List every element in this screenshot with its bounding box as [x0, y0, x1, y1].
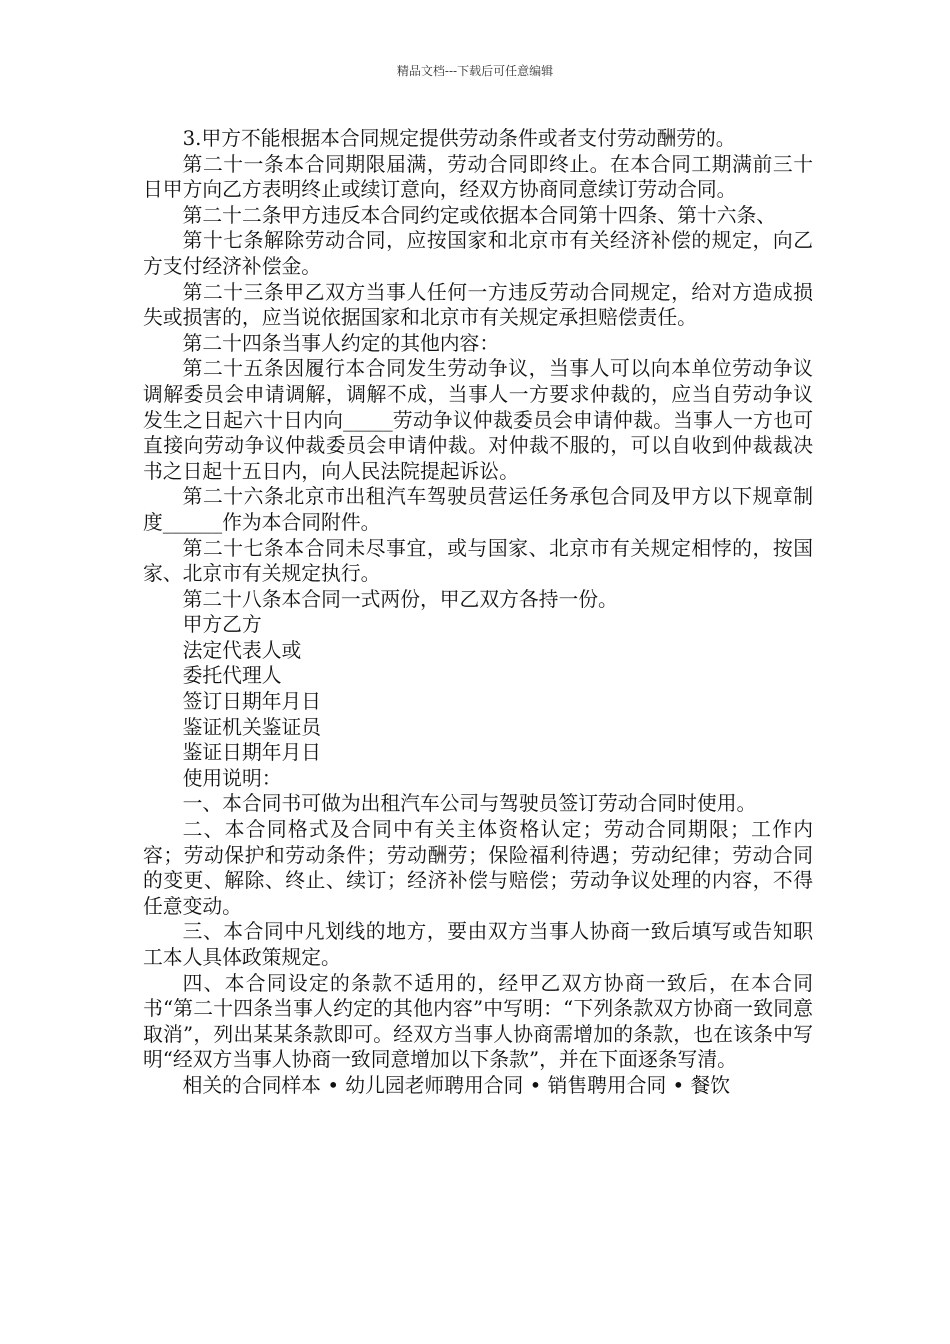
- signature-date: 签订日期年月日: [182, 690, 322, 714]
- paragraph-clause-24: 第二十四条当事人约定的其他内容：: [182, 331, 500, 355]
- page-header: 精品文档---下载后可任意编辑: [396, 64, 554, 78]
- signature-agent: 委托代理人: [182, 664, 282, 688]
- paragraph-clause-22: 第二十二条甲方违反本合同约定或依据本合同第十四条、第十六条、: [182, 203, 777, 227]
- paragraph-clause-20-item-3: 3.甲方不能根据本合同规定提供劳动条件或者支付劳动酬劳的。: [182, 127, 736, 150]
- related-templates-line: 相关的合同样本 • 幼儿园老师聘用合同 • 销售聘用合同 • 餐饮: [182, 1073, 731, 1097]
- instruction-3: 三、本合同中凡划线的地方，要由双方当事人协商一致后填写或告知职工本人具体政策规定。: [143, 920, 813, 969]
- signature-parties: 甲方乙方: [182, 613, 262, 637]
- paragraph-clause-25: 第二十五条因履行本合同发生劳动争议，当事人可以向本单位劳动争议调解委员会申请调解，调解不成，当事人一方要求仲裁的，应当自劳动争议发生之日起六十日内向_____劳动争议仲裁委员会申请仲裁。当事人一方也可直接向劳动争议仲裁委员会申请仲裁。对仲裁不服的，可以自收到仲裁裁决书之日起十五日内，向人民法院提起诉讼。: [143, 357, 813, 483]
- paragraph-clause-27: 第二十七条本合同未尽事宜，或与国家、北京市有关规定相悖的，按国家、北京市有关规定执行。: [143, 536, 813, 586]
- paragraph-clause-28: 第二十八条本合同一式两份，甲乙双方各持一份。: [182, 587, 618, 611]
- instruction-4: 四、本合同设定的条款不适用的，经甲乙双方协商一致后，在本合同书“第二十四条当事人约定的其他内容”中写明：“下列条款双方协商一致同意取消”，列出某某条款即可。经双方当事人协商需增加的条款，也在该条中写明“经双方当事人协商一致同意增加以下条款”，并在下面逐条写清。: [143, 971, 813, 1072]
- signature-legal-representative: 法定代表人或: [182, 638, 302, 662]
- paragraph-clause-23: 第二十三条甲乙双方当事人任何一方违反劳动合同规定，给对方造成损失或损害的，应当说依据国家和北京市有关规定承担赔偿责任。: [143, 280, 813, 330]
- paragraph-clause-21: 第二十一条本合同期限届满，劳动合同即终止。在本合同工期满前三十日甲方向乙方表明终止或续订意向，经双方协商同意续订劳动合同。: [143, 152, 813, 202]
- instruction-1: 一、本合同书可做为出租汽车公司与驾驶员签订劳动合同时使用。: [182, 792, 757, 816]
- attestation-authority: 鉴证机关鉴证员: [182, 715, 322, 739]
- paragraph-clause-26: 第二十六条北京市出租汽车驾驶员营运任务承包合同及甲方以下规章制度______作为本合同附件。: [143, 485, 813, 534]
- attestation-date: 鉴证日期年月日: [182, 741, 322, 765]
- document-body: [143, 126, 813, 1099]
- paragraph-clause-22-continued: 第十七条解除劳动合同，应按国家和北京市有关经济补偿的规定，向乙方支付经济补偿金。: [143, 229, 813, 278]
- instructions-heading: 使用说明：: [182, 766, 282, 790]
- instruction-2: 二、本合同格式及合同中有关主体资格认定；劳动合同期限；工作内容；劳动保护和劳动条件；劳动酬劳；保险福利待遇；劳动纪律；劳动合同的变更、解除、终止、续订；经济补偿与赔偿；劳动争议处理的内容，不得任意变动。: [143, 818, 813, 918]
